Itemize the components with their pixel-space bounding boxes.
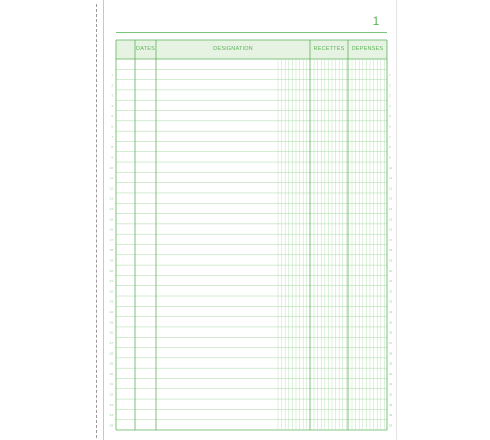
row-number-left: 5 — [111, 114, 113, 119]
row-number-left: 1 — [111, 73, 113, 78]
row-number-right: 11 — [389, 176, 393, 181]
row-number-left: 28 — [109, 351, 113, 356]
row-number-right: 26 — [389, 330, 393, 335]
row-number-left: 35 — [109, 423, 113, 428]
row-number-left: 8 — [111, 145, 113, 150]
column-header-dates: DATES — [136, 46, 155, 52]
row-number-right: 19 — [389, 258, 393, 263]
row-number-left: 27 — [109, 340, 113, 345]
row-number-left: 32 — [109, 392, 113, 397]
row-number-right: 1 — [389, 73, 391, 78]
row-number-right: 9 — [389, 155, 391, 160]
ledger-header — [116, 40, 387, 59]
row-number-right: 22 — [389, 289, 393, 294]
row-number-right: 35 — [389, 423, 393, 428]
row-number-left: 17 — [109, 237, 113, 242]
column-header-recettes: RECETTES — [313, 46, 345, 52]
row-number-left: 6 — [111, 124, 113, 129]
row-number-right: 27 — [389, 340, 393, 345]
row-number-left: 34 — [109, 413, 113, 418]
row-number-right: 20 — [389, 268, 393, 273]
row-number-right: 34 — [389, 413, 393, 418]
row-number-left: 14 — [109, 206, 113, 211]
row-number-left: 9 — [111, 155, 113, 160]
page-number: 1 — [372, 14, 380, 28]
row-number-left: 21 — [109, 279, 113, 284]
row-number-right: 7 — [389, 134, 391, 139]
row-number-right: 4 — [389, 103, 391, 108]
row-number-left: 15 — [109, 217, 113, 222]
row-number-right: 24 — [389, 310, 393, 315]
row-number-left: 19 — [109, 258, 113, 263]
row-number-right: 15 — [389, 217, 393, 222]
row-number-left: 30 — [109, 371, 113, 376]
row-number-right: 13 — [389, 196, 393, 201]
row-number-left: 7 — [111, 134, 113, 139]
row-number-right: 17 — [389, 237, 393, 242]
row-number-left: 11 — [109, 176, 113, 181]
row-number-left: 20 — [109, 268, 113, 273]
row-number-right: 14 — [389, 206, 393, 211]
row-number-left: 10 — [109, 165, 113, 170]
row-number-right: 32 — [389, 392, 393, 397]
row-number-right: 2 — [389, 83, 391, 88]
row-number-left: 3 — [111, 93, 113, 98]
column-header-designation: DESIGNATION — [213, 46, 253, 52]
row-number-left: 29 — [109, 361, 113, 366]
row-number-right: 23 — [389, 299, 393, 304]
ledger-rows — [110, 69, 393, 430]
row-number-left: 23 — [109, 299, 113, 304]
row-number-left: 4 — [111, 103, 113, 108]
row-number-right: 12 — [389, 186, 393, 191]
row-number-right: 21 — [389, 279, 393, 284]
row-number-right: 33 — [389, 402, 393, 407]
row-number-left: 2 — [111, 83, 113, 88]
row-number-left: 24 — [109, 310, 113, 315]
column-header-depenses: DEPENSES — [351, 46, 384, 52]
ledger-columns — [116, 40, 387, 430]
row-number-left: 31 — [109, 382, 113, 387]
row-number-left: 26 — [109, 330, 113, 335]
row-number-right: 10 — [389, 165, 393, 170]
row-number-right: 8 — [389, 145, 391, 150]
row-number-left: 16 — [109, 227, 113, 232]
row-number-right: 18 — [389, 248, 393, 253]
row-number-right: 5 — [389, 114, 391, 119]
row-number-left: 25 — [109, 320, 113, 325]
row-number-right: 31 — [389, 382, 393, 387]
row-number-right: 3 — [389, 93, 391, 98]
row-number-left: 13 — [109, 196, 113, 201]
row-number-right: 30 — [389, 371, 393, 376]
row-number-right: 28 — [389, 351, 393, 356]
row-number-left: 18 — [109, 248, 113, 253]
row-number-left: 33 — [109, 402, 113, 407]
row-number-left: 22 — [109, 289, 113, 294]
row-number-right: 6 — [389, 124, 391, 129]
row-number-right: 25 — [389, 320, 393, 325]
row-number-right: 29 — [389, 361, 393, 366]
row-number-left: 12 — [109, 186, 113, 191]
row-number-right: 16 — [389, 227, 393, 232]
